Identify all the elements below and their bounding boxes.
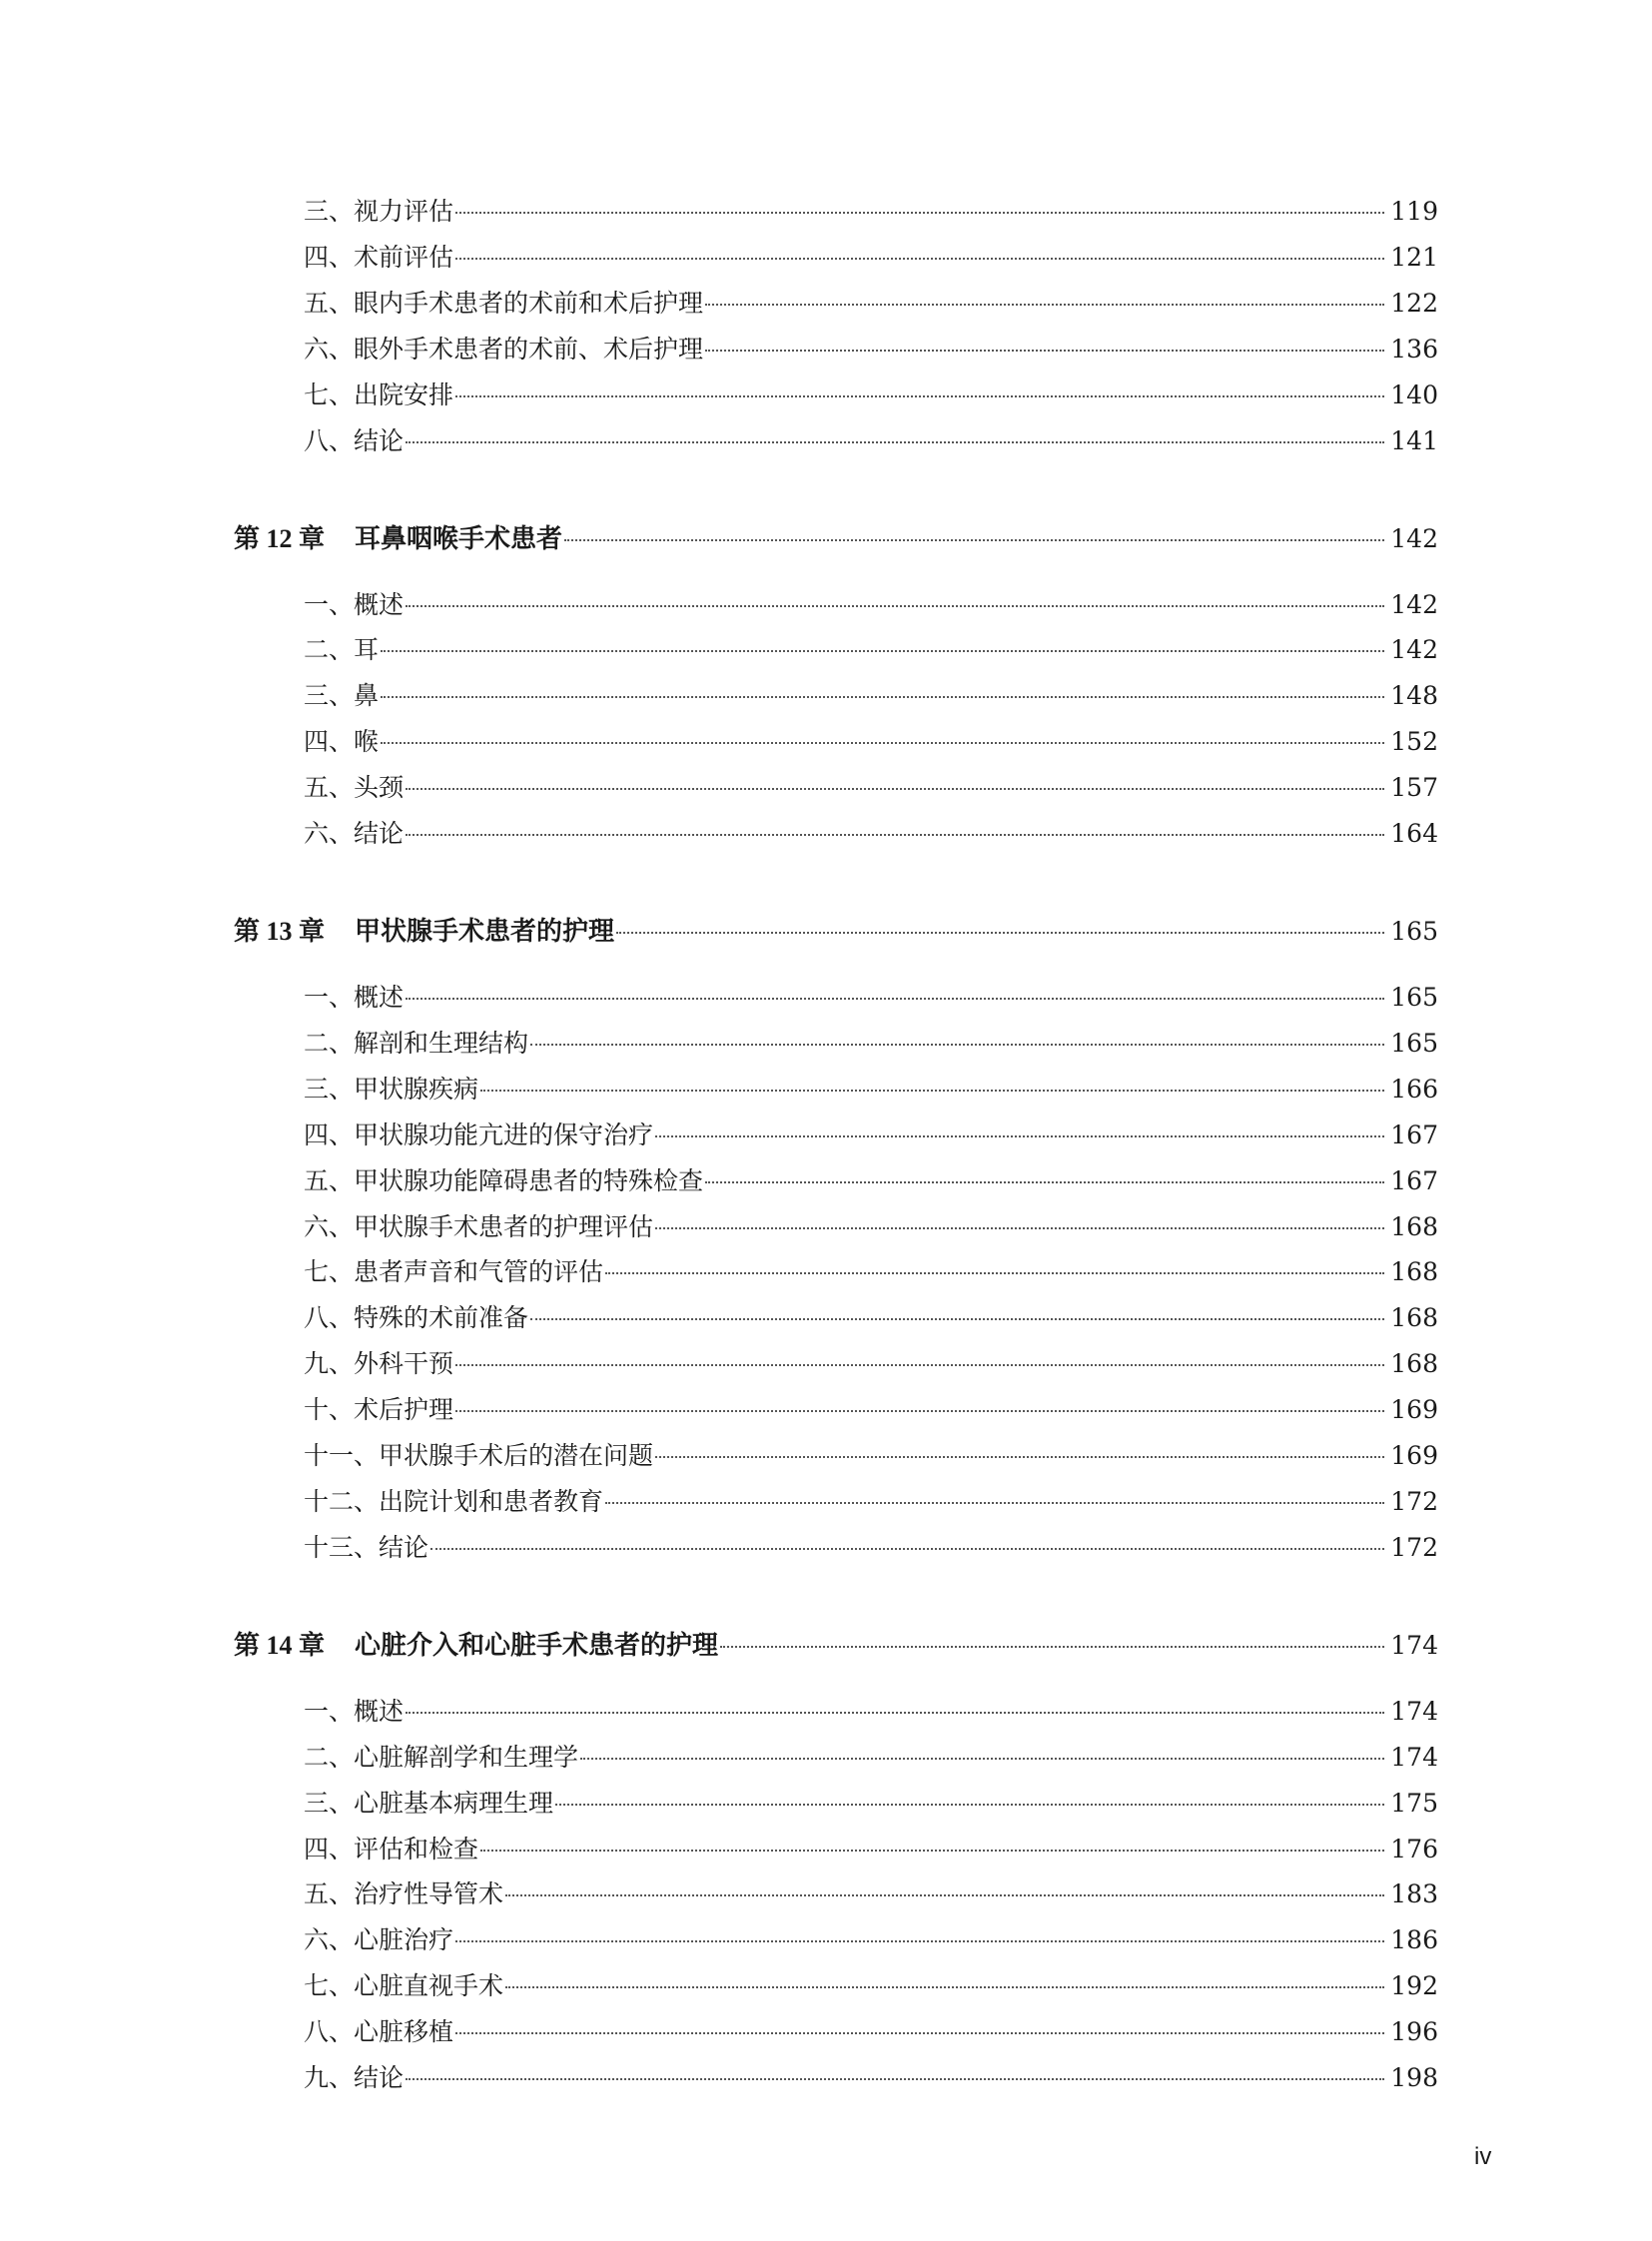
entry-page-number: 140 xyxy=(1390,379,1438,409)
entry-page-number: 168 xyxy=(1390,1303,1438,1333)
entry-page-number: 166 xyxy=(1390,1074,1438,1104)
entry-page-number: 165 xyxy=(1390,1028,1438,1058)
dot-leader xyxy=(455,258,1384,260)
toc-entry xyxy=(234,1738,1438,1774)
dot-leader xyxy=(455,2032,1384,2034)
chapter-title-group xyxy=(234,911,614,948)
entry-page-number: 175 xyxy=(1390,1788,1438,1818)
entry-title: 八、特殊的术前准备 xyxy=(304,1303,529,1333)
entry-title: 一、概述 xyxy=(304,983,405,1012)
entry-page-number: 167 xyxy=(1390,1120,1438,1149)
toc-entry xyxy=(234,722,1438,758)
entry-title: 三、心脏基本病理生理 xyxy=(304,1788,554,1818)
toc-entry xyxy=(234,1966,1438,2002)
toc-entry xyxy=(234,192,1438,228)
entry-page-number: 148 xyxy=(1390,681,1438,711)
toc-entry xyxy=(234,1070,1438,1106)
entry-title: 一、概述 xyxy=(304,589,405,619)
toc-entry xyxy=(234,1344,1438,1380)
toc-entry xyxy=(234,1436,1438,1472)
dot-leader xyxy=(655,1227,1384,1229)
dot-leader xyxy=(455,1364,1384,1366)
entry-title: 五、甲状腺功能障碍患者的特殊检查 xyxy=(304,1165,704,1195)
dot-leader xyxy=(406,605,1384,607)
entry-page-number: 164 xyxy=(1390,819,1438,848)
dot-leader xyxy=(455,1410,1384,1412)
entry-title: 一、概述 xyxy=(304,1696,405,1726)
toc-entry xyxy=(234,768,1438,804)
entry-title: 十一、甲状腺手术后的潜在问题 xyxy=(304,1441,654,1470)
dot-leader xyxy=(381,696,1384,698)
dot-leader xyxy=(605,1272,1384,1274)
toc-entry xyxy=(234,375,1438,411)
toc-entry xyxy=(234,585,1438,621)
entry-page-number: 176 xyxy=(1390,1834,1438,1864)
dot-leader xyxy=(580,1758,1384,1760)
dot-leader xyxy=(381,742,1384,744)
toc-entry xyxy=(234,1298,1438,1334)
toc-entry xyxy=(234,1528,1438,1564)
chapter-number: 第 14 章 xyxy=(234,1630,326,1660)
chapter-page-number: 142 xyxy=(1390,523,1438,553)
entry-page-number: 119 xyxy=(1390,197,1438,226)
entry-page-number: 152 xyxy=(1390,727,1438,757)
toc-entry xyxy=(234,330,1438,366)
chapter-heading xyxy=(234,911,1438,948)
chapter-number: 第 13 章 xyxy=(234,917,326,946)
chapter-number: 第 12 章 xyxy=(234,523,326,553)
entry-title: 三、甲状腺疾病 xyxy=(304,1074,479,1104)
entry-title: 六、心脏治疗 xyxy=(304,1925,454,1955)
entry-page-number: 192 xyxy=(1390,1971,1438,2001)
entry-page-number: 142 xyxy=(1390,589,1438,619)
chapter-heading xyxy=(234,1625,1438,1662)
dot-leader xyxy=(530,1044,1384,1046)
entry-page-number: 174 xyxy=(1390,1742,1438,1772)
entry-title: 七、出院安排 xyxy=(304,379,454,409)
dot-leader xyxy=(505,1894,1384,1896)
entry-title: 四、甲状腺功能亢进的保守治疗 xyxy=(304,1120,654,1149)
entry-title: 九、外科干预 xyxy=(304,1349,454,1379)
entry-title: 四、术前评估 xyxy=(304,242,454,272)
dot-leader xyxy=(480,1850,1384,1852)
toc-entry xyxy=(234,2058,1438,2094)
entry-title: 二、解剖和生理结构 xyxy=(304,1028,529,1058)
toc-entry xyxy=(234,1784,1438,1820)
toc-entry xyxy=(234,2012,1438,2048)
page-number: iv xyxy=(1474,2143,1492,2170)
dot-leader xyxy=(381,650,1384,652)
dot-leader xyxy=(480,1090,1384,1092)
toc-entry xyxy=(234,1874,1438,1910)
entry-title: 八、心脏移植 xyxy=(304,2017,454,2047)
chapter-title: 心脏介入和心脏手术患者的护理 xyxy=(355,1630,719,1661)
toc-entry xyxy=(234,1390,1438,1426)
dot-leader xyxy=(655,1135,1384,1137)
chapter-heading xyxy=(234,518,1438,555)
chapter-page-number: 165 xyxy=(1390,917,1438,946)
toc-entry xyxy=(234,1024,1438,1060)
dot-leader xyxy=(530,1318,1384,1320)
entry-page-number: 122 xyxy=(1390,288,1438,318)
toc-entry xyxy=(234,421,1438,457)
chapter-title-group xyxy=(234,1625,718,1662)
entry-title: 四、喉 xyxy=(304,727,380,757)
entry-title: 四、评估和检查 xyxy=(304,1834,479,1864)
entry-page-number: 198 xyxy=(1390,2063,1438,2092)
entry-page-number: 196 xyxy=(1390,2017,1438,2047)
dot-leader xyxy=(705,350,1384,352)
entry-page-number: 157 xyxy=(1390,773,1438,803)
dot-leader xyxy=(505,1986,1384,1988)
dot-leader xyxy=(406,998,1384,1000)
toc-entry xyxy=(234,1692,1438,1728)
entry-title: 二、耳 xyxy=(304,635,380,665)
entry-page-number: 141 xyxy=(1390,425,1438,455)
entry-title: 六、甲状腺手术患者的护理评估 xyxy=(304,1211,654,1241)
entry-title: 十、术后护理 xyxy=(304,1395,454,1425)
entry-title: 五、眼内手术患者的术前和术后护理 xyxy=(304,288,704,318)
entry-title: 五、头颈 xyxy=(304,773,405,803)
toc-entry xyxy=(234,1116,1438,1151)
entry-title: 七、患者声音和气管的评估 xyxy=(304,1257,604,1287)
dot-leader xyxy=(720,1646,1384,1648)
chapter-title-group xyxy=(234,518,562,555)
toc-entry xyxy=(234,1482,1438,1518)
entry-page-number: 168 xyxy=(1390,1211,1438,1241)
entry-title: 三、视力评估 xyxy=(304,197,454,226)
toc-entry xyxy=(234,1920,1438,1956)
dot-leader xyxy=(406,1712,1384,1714)
toc-entry xyxy=(234,238,1438,274)
entry-page-number: 165 xyxy=(1390,983,1438,1012)
dot-leader xyxy=(406,788,1384,790)
chapter-page-number: 174 xyxy=(1390,1630,1438,1660)
entry-title: 十二、出院计划和患者教育 xyxy=(304,1486,604,1516)
entry-title: 九、结论 xyxy=(304,2063,405,2092)
toc-entry xyxy=(234,1207,1438,1243)
entry-page-number: 121 xyxy=(1390,242,1438,272)
entry-page-number: 142 xyxy=(1390,635,1438,665)
entry-page-number: 169 xyxy=(1390,1395,1438,1425)
dot-leader xyxy=(705,1181,1384,1183)
entry-title: 七、心脏直视手术 xyxy=(304,1971,504,2001)
entry-page-number: 136 xyxy=(1390,334,1438,364)
entry-title: 三、鼻 xyxy=(304,681,380,711)
dot-leader xyxy=(406,441,1384,443)
entry-page-number: 183 xyxy=(1390,1879,1438,1909)
entry-title: 十三、结论 xyxy=(304,1532,429,1562)
entry-page-number: 174 xyxy=(1390,1696,1438,1726)
dot-leader xyxy=(406,2078,1384,2080)
entry-page-number: 186 xyxy=(1390,1925,1438,1955)
toc-entry xyxy=(234,814,1438,850)
entry-page-number: 168 xyxy=(1390,1349,1438,1379)
dot-leader xyxy=(455,1940,1384,1942)
entry-page-number: 168 xyxy=(1390,1257,1438,1287)
chapter-title: 甲状腺手术患者的护理 xyxy=(355,917,615,947)
entry-title: 六、眼外手术患者的术前、术后护理 xyxy=(304,334,704,364)
chapter-title: 耳鼻咽喉手术患者 xyxy=(355,523,563,554)
entry-title: 二、心脏解剖学和生理学 xyxy=(304,1742,579,1772)
toc-entry xyxy=(234,676,1438,712)
toc-entry xyxy=(234,1252,1438,1288)
dot-leader xyxy=(564,539,1384,541)
dot-leader xyxy=(406,834,1384,836)
dot-leader xyxy=(616,932,1384,934)
entry-title: 六、结论 xyxy=(304,819,405,848)
entry-title: 五、治疗性导管术 xyxy=(304,1879,504,1909)
entry-page-number: 169 xyxy=(1390,1441,1438,1470)
dot-leader xyxy=(605,1502,1384,1504)
entry-title: 八、结论 xyxy=(304,425,405,455)
toc-entry xyxy=(234,978,1438,1014)
toc-entry xyxy=(234,630,1438,666)
dot-leader xyxy=(705,304,1384,306)
dot-leader xyxy=(555,1804,1384,1806)
toc-entry xyxy=(234,1161,1438,1197)
entry-page-number: 172 xyxy=(1390,1486,1438,1516)
dot-leader xyxy=(455,395,1384,397)
dot-leader xyxy=(655,1456,1384,1458)
entry-page-number: 167 xyxy=(1390,1165,1438,1195)
dot-leader xyxy=(455,212,1384,214)
dot-leader xyxy=(430,1548,1384,1550)
entry-page-number: 172 xyxy=(1390,1532,1438,1562)
toc-entry xyxy=(234,284,1438,320)
toc-entry xyxy=(234,1830,1438,1866)
